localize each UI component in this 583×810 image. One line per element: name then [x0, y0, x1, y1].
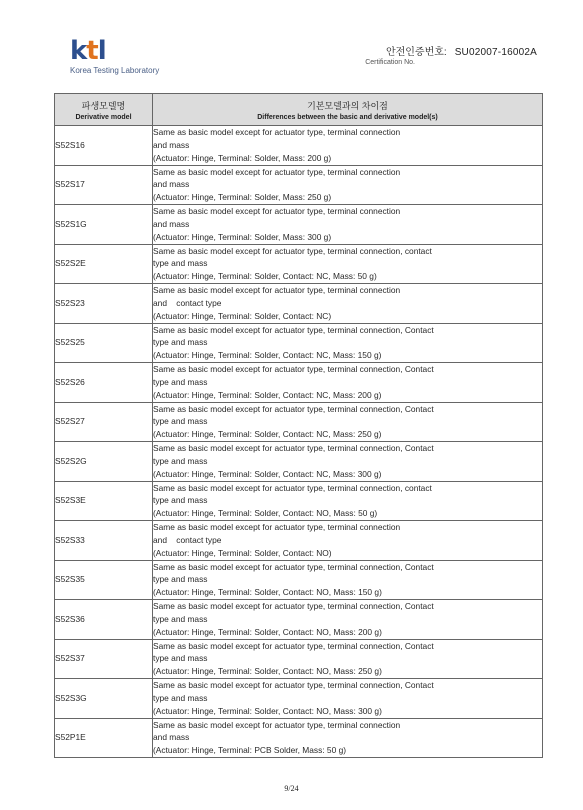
- model-name: S52S3G: [55, 679, 153, 719]
- difference-line-1: Same as basic model except for actuator type, terminal connection, Contact: [153, 601, 434, 612]
- difference-line-3: (Actuator: Hinge, Terminal: Solder, Contact: NC, Mass: 150 g): [153, 350, 382, 361]
- model-name: S52S2G: [55, 442, 153, 482]
- model-difference: [153, 639, 543, 679]
- model-difference: [153, 718, 543, 758]
- difference-line-2: and mass: [153, 732, 190, 743]
- table-row: [55, 126, 543, 166]
- difference-line-2: type and mass: [153, 337, 208, 348]
- difference-line-3: (Actuator: Hinge, Terminal: Solder, Mass: 300 g): [153, 231, 332, 242]
- difference-line-3: (Actuator: Hinge, Terminal: Solder, Contact: NO, Mass: 300 g): [153, 705, 382, 716]
- table-row: [55, 402, 543, 442]
- difference-line-1: Same as basic model except for actuator type, terminal connection: [153, 719, 401, 730]
- difference-line-2: type and mass: [153, 613, 208, 624]
- difference-line-3: (Actuator: Hinge, Terminal: Solder, Contact: NC, Mass: 250 g): [153, 429, 382, 440]
- table-row: [55, 521, 543, 561]
- model-name: S52S2E: [55, 244, 153, 284]
- model-difference: [153, 521, 543, 561]
- model-name: S52S17: [55, 165, 153, 205]
- table-row: [55, 679, 543, 719]
- certification-line: [365, 43, 537, 58]
- table-row: [55, 600, 543, 640]
- difference-line-2: type and mass: [153, 455, 208, 466]
- table-row: [55, 363, 543, 403]
- model-difference: [153, 363, 543, 403]
- col2-header-korean: 기본모델과의 차이점: [307, 100, 388, 111]
- difference-line-2: and mass: [153, 218, 190, 229]
- model-name: S52S26: [55, 363, 153, 403]
- table-row: [55, 442, 543, 482]
- difference-line-3: (Actuator: Hinge, Terminal: PCB Solder, Mass: 50 g): [153, 745, 347, 756]
- difference-line-1: Same as basic model except for actuator type, terminal connection: [153, 127, 401, 138]
- ktl-logo: [70, 38, 159, 75]
- col2-header-english: Differences between the basic and derivative model(s): [257, 113, 438, 121]
- difference-line-3: (Actuator: Hinge, Terminal: Solder, Contact: NO, Mass: 50 g): [153, 508, 378, 519]
- difference-line-2: and mass: [153, 179, 190, 190]
- model-difference: [153, 481, 543, 521]
- model-name: S52S27: [55, 402, 153, 442]
- difference-line-3: (Actuator: Hinge, Terminal: Solder, Contact: NO, Mass: 200 g): [153, 626, 382, 637]
- derivative-models-table: [54, 93, 543, 758]
- difference-line-1: Same as basic model except for actuator type, terminal connection: [153, 285, 401, 296]
- difference-line-3: (Actuator: Hinge, Terminal: Solder, Contact: NC, Mass: 300 g): [153, 468, 382, 479]
- difference-line-3: (Actuator: Hinge, Terminal: Solder, Mass: 200 g): [153, 152, 332, 163]
- model-name: S52S35: [55, 560, 153, 600]
- logo-wordmark: [70, 38, 159, 64]
- table-row: [55, 323, 543, 363]
- logo-letter-t: t: [86, 36, 98, 66]
- difference-line-1: Same as basic model except for actuator type, terminal connection, Contact: [153, 364, 434, 375]
- model-difference: [153, 560, 543, 600]
- model-difference: [153, 402, 543, 442]
- table-header-row: [55, 94, 543, 126]
- model-name: S52S1G: [55, 205, 153, 245]
- model-difference: [153, 126, 543, 166]
- difference-line-2: and contact type: [153, 534, 222, 545]
- table-row: [55, 284, 543, 324]
- model-difference: [153, 323, 543, 363]
- model-difference: [153, 244, 543, 284]
- model-difference: [153, 284, 543, 324]
- table-row: [55, 165, 543, 205]
- cert-label-korean: 안전인증번호:: [385, 47, 447, 58]
- col1-header-english: Derivative model: [75, 113, 132, 121]
- logo-letter-k: k: [70, 36, 87, 66]
- table-row: [55, 718, 543, 758]
- model-difference: [153, 600, 543, 640]
- model-name: S52S3E: [55, 481, 153, 521]
- difference-line-2: and contact type: [153, 297, 222, 308]
- difference-line-2: type and mass: [153, 692, 208, 703]
- difference-line-2: type and mass: [153, 574, 208, 585]
- col1-header-korean: 파생모델명: [81, 100, 126, 111]
- difference-line-1: Same as basic model except for actuator type, terminal connection, Contact: [153, 443, 434, 454]
- difference-line-3: (Actuator: Hinge, Terminal: Solder, Contact: NC, Mass: 200 g): [153, 389, 382, 400]
- difference-line-3: (Actuator: Hinge, Terminal: Solder, Contact: NO): [153, 547, 332, 558]
- difference-line-1: Same as basic model except for actuator type, terminal connection, Contact: [153, 324, 434, 335]
- model-difference: [153, 679, 543, 719]
- difference-line-1: Same as basic model except for actuator type, terminal connection: [153, 522, 401, 533]
- difference-line-2: type and mass: [153, 376, 208, 387]
- table-row: [55, 205, 543, 245]
- difference-line-3: (Actuator: Hinge, Terminal: Solder, Contact: NC, Mass: 50 g): [153, 271, 377, 282]
- difference-line-2: type and mass: [153, 416, 208, 427]
- table-row: [55, 244, 543, 284]
- model-name: S52S16: [55, 126, 153, 166]
- difference-line-1: Same as basic model except for actuator type, terminal connection: [153, 206, 401, 217]
- cert-label-english: Certification No.: [365, 59, 415, 66]
- derivative-model-header: [55, 94, 153, 126]
- difference-line-1: Same as basic model except for actuator type, terminal connection, Contact: [153, 640, 434, 651]
- difference-line-2: type and mass: [153, 653, 208, 664]
- cert-number: SU02007-16002A: [454, 47, 537, 58]
- difference-line-2: and mass: [153, 139, 190, 150]
- model-name: S52P1E: [55, 718, 153, 758]
- difference-line-3: (Actuator: Hinge, Terminal: Solder, Contact: NO, Mass: 150 g): [153, 587, 382, 598]
- difference-line-1: Same as basic model except for actuator type, terminal connection, Contact: [153, 680, 434, 691]
- difference-line-2: type and mass: [153, 495, 208, 506]
- model-name: S52S25: [55, 323, 153, 363]
- difference-line-1: Same as basic model except for actuator type, terminal connection, contact: [153, 482, 432, 493]
- model-name: S52S36: [55, 600, 153, 640]
- differences-header: [153, 94, 543, 126]
- model-name: S52S33: [55, 521, 153, 561]
- model-difference: [153, 442, 543, 482]
- table-row: [55, 560, 543, 600]
- difference-line-2: type and mass: [153, 258, 208, 269]
- difference-line-1: Same as basic model except for actuator type, terminal connection, Contact: [153, 403, 434, 414]
- table-row: [55, 639, 543, 679]
- certification-info: [365, 43, 537, 66]
- difference-line-3: (Actuator: Hinge, Terminal: Solder, Mass: 250 g): [153, 192, 332, 203]
- logo-letter-l: l: [97, 36, 106, 66]
- model-difference: [153, 165, 543, 205]
- model-difference: [153, 205, 543, 245]
- model-name: S52S23: [55, 284, 153, 324]
- difference-line-3: (Actuator: Hinge, Terminal: Solder, Contact: NC): [153, 310, 332, 321]
- difference-line-3: (Actuator: Hinge, Terminal: Solder, Contact: NO, Mass: 250 g): [153, 666, 382, 677]
- difference-line-1: Same as basic model except for actuator type, terminal connection, Contact: [153, 561, 434, 572]
- table-row: [55, 481, 543, 521]
- model-name: S52S37: [55, 639, 153, 679]
- difference-line-1: Same as basic model except for actuator type, terminal connection, contact: [153, 245, 432, 256]
- org-name: Korea Testing Laboratory: [70, 66, 160, 75]
- difference-line-1: Same as basic model except for actuator type, terminal connection: [153, 166, 401, 177]
- page-number: 9/24: [284, 784, 299, 793]
